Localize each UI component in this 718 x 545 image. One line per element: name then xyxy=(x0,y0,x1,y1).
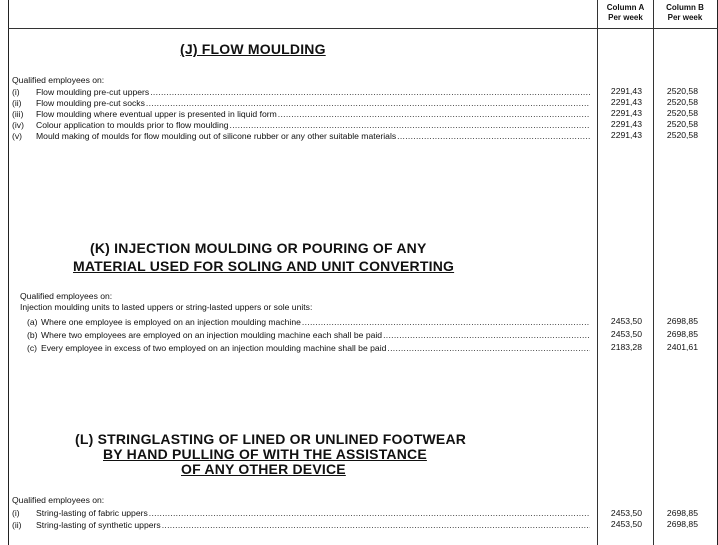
item-number: (ii) xyxy=(12,520,22,530)
section-k-heading-line2: MATERIAL USED FOR SOLING AND UNIT CONVERTING xyxy=(73,258,455,274)
section-l-intro: Qualified employees on: xyxy=(12,495,105,505)
list-item xyxy=(12,87,590,98)
column-b-subtitle: Per week xyxy=(667,13,703,22)
section-k-intro: Qualified employees on: xyxy=(20,291,113,301)
value-a: 2291,43 xyxy=(610,130,642,140)
item-number: (c) xyxy=(27,343,38,353)
item-label: Where two employees are employed on an injection moulding machine each shall be paid xyxy=(41,330,383,340)
list-item xyxy=(12,131,590,142)
item-label: Where one employee is employed on an injection moulding machine xyxy=(41,317,301,327)
item-number: (i) xyxy=(12,87,20,97)
value-b: 2698,85 xyxy=(666,329,698,339)
value-b: 2520,58 xyxy=(666,108,698,118)
value-a: 2291,43 xyxy=(610,108,642,118)
column-b-title: Column B xyxy=(666,3,704,12)
item-number: (b) xyxy=(27,330,38,340)
item-label: Flow moulding pre-cut uppers xyxy=(36,87,150,97)
value-a: 2453,50 xyxy=(610,316,642,326)
item-number: (v) xyxy=(12,131,23,141)
column-a-divider xyxy=(597,0,598,545)
value-a: 2291,43 xyxy=(610,119,642,129)
section-k-heading-line1: (K) INJECTION MOULDING OR POURING OF ANY xyxy=(90,240,427,256)
item-label: Mould making of moulds for flow moulding out of silicone rubber or any other suitable materials xyxy=(36,131,397,141)
value-a: 2453,50 xyxy=(610,519,642,529)
list-item xyxy=(12,120,590,131)
column-b-header xyxy=(654,3,716,23)
section-j-intro: Qualified employees on: xyxy=(12,75,105,85)
column-a-header xyxy=(598,3,653,23)
list-item xyxy=(27,343,590,354)
value-b: 2520,58 xyxy=(666,86,698,96)
value-a: 2291,43 xyxy=(610,86,642,96)
section-l-heading-line2: BY HAND PULLING OF WITH THE ASSISTANCE xyxy=(103,446,427,462)
value-a: 2291,43 xyxy=(610,97,642,107)
list-item xyxy=(12,98,590,109)
item-label: Colour application to moulds prior to flow moulding xyxy=(36,120,229,130)
column-a-title: Column A xyxy=(606,3,645,12)
value-b: 2698,85 xyxy=(666,508,698,518)
value-b: 2698,85 xyxy=(666,316,698,326)
header-divider xyxy=(8,28,718,29)
item-number: (iii) xyxy=(12,109,24,119)
item-label: String-lasting of fabric uppers xyxy=(36,508,148,518)
value-b: 2401,61 xyxy=(666,342,698,352)
section-l-heading-line3: OF ANY OTHER DEVICE xyxy=(181,461,346,477)
section-j-heading: (J) FLOW MOULDING xyxy=(180,41,326,57)
item-number: (a) xyxy=(27,317,38,327)
list-item xyxy=(27,317,590,328)
value-b: 2698,85 xyxy=(666,519,698,529)
item-label: Flow moulding pre-cut socks xyxy=(36,98,145,108)
value-a: 2183,28 xyxy=(610,342,642,352)
item-label: Flow moulding where eventual upper is presented in liquid form xyxy=(36,109,277,119)
value-b: 2520,58 xyxy=(666,130,698,140)
value-a: 2453,50 xyxy=(610,329,642,339)
item-number: (i) xyxy=(12,508,20,518)
section-k-subintro: Injection moulding units to lasted uppers or string-lasted uppers or sole units: xyxy=(20,302,313,312)
value-b: 2520,58 xyxy=(666,119,698,129)
item-label: String-lasting of synthetic uppers xyxy=(36,520,161,530)
item-number: (iv) xyxy=(12,120,24,130)
item-label: Every employee in excess of two employed on an injection moulding machine shall be paid xyxy=(41,343,387,353)
list-item xyxy=(12,508,590,519)
value-b: 2520,58 xyxy=(666,97,698,107)
item-number: (ii) xyxy=(12,98,22,108)
list-item xyxy=(27,330,590,341)
column-b-divider xyxy=(653,0,654,545)
list-item xyxy=(12,109,590,120)
section-l-heading-line1: (L) STRINGLASTING OF LINED OR UNLINED FOOTWEAR xyxy=(75,431,467,447)
column-a-subtitle: Per week xyxy=(608,13,643,22)
value-a: 2453,50 xyxy=(610,508,642,518)
list-item xyxy=(12,520,590,531)
